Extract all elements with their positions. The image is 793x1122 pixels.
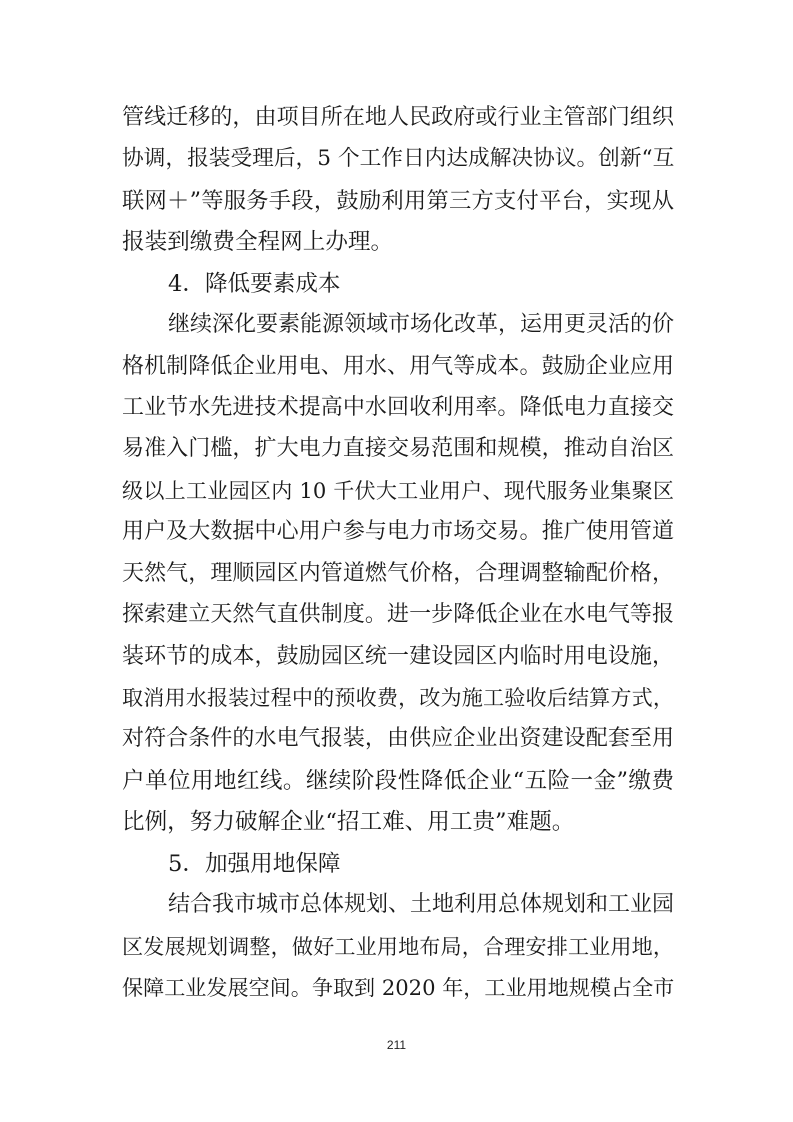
paragraph-line: 工业节水先进技术提高中水回收利用率。降低电力直接交 [122, 395, 674, 420]
page-number: 211 [386, 1038, 407, 1052]
paragraph-line: 格机制降低企业用电、用水、用气等成本。鼓励企业应用 [122, 354, 674, 379]
paragraph-line: 对符合条件的水电气报装，由供应企业出资建设配套至用 [122, 726, 674, 751]
paragraph-line: 易准入门槛，扩大电力直接交易范围和规模，推动自治区 [122, 436, 674, 461]
paragraph-line: 保障工业发展空间。争取到 2020 年，工业用地规模占全市 [122, 975, 675, 1000]
paragraph-line: 探索建立天然气直供制度。进一步降低企业在水电气等报 [122, 602, 674, 627]
paragraph-line: 区发展规划调整，做好工业用地布局，合理安排工业用地， [122, 934, 674, 959]
paragraph-line: 联网＋”等服务手段，鼓励利用第三方支付平台，实现从 [122, 188, 674, 214]
paragraph-line: 继续深化要素能源领域市场化改革，运用更灵活的价 [168, 312, 675, 337]
paragraph-line: 用户及大数据中心用户参与电力市场交易。推广使用管道 [122, 519, 674, 544]
paragraph-line: 级以上工业园区内 10 千伏大工业用户、现代服务业集聚区 [122, 478, 674, 503]
section-heading-5: 5．加强用地保障 [168, 851, 341, 877]
paragraph-line: 取消用水报装过程中的预收费，改为施工验收后结算方式， [122, 685, 674, 710]
paragraph-line: 协调，报装受理后，5 个工作日内达成解决协议。创新“互 [122, 146, 675, 171]
paragraph-line: 比例，努力破解企业“招工难、用工贵”难题。 [122, 809, 575, 835]
paragraph-line: 结合我市城市总体规划、土地利用总体规划和工业园 [168, 892, 675, 917]
paragraph-line: 户单位用地红线。继续阶段性降低企业“五险一金”缴费 [122, 768, 674, 794]
paragraph-line: 管线迁移的，由项目所在地人民政府或行业主管部门组织 [122, 105, 674, 130]
paragraph-line: 天然气，理顺园区内管道燃气价格，合理调整输配价格， [122, 561, 674, 586]
paragraph-line: 报装到缴费全程网上办理。 [122, 229, 394, 255]
paragraph-line: 装环节的成本，鼓励园区统一建设园区内临时用电设施， [122, 644, 674, 669]
section-heading-4: 4．降低要素成本 [168, 271, 341, 297]
